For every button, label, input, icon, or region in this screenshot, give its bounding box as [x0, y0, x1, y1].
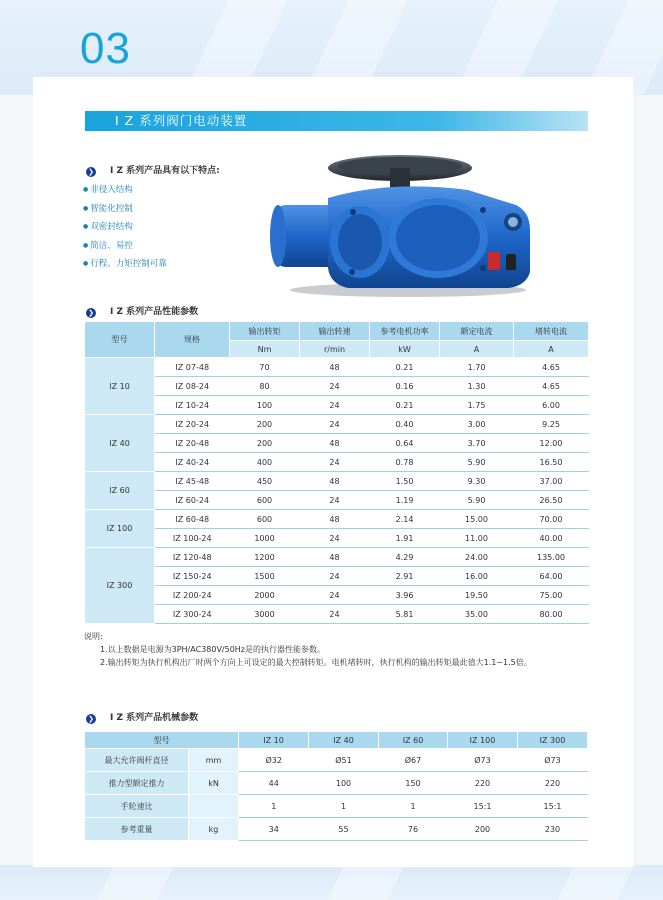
value-cell: 44 — [239, 772, 309, 795]
param-unit: kg — [189, 818, 239, 841]
spec-cell: IZ 300-24 — [155, 605, 230, 624]
table-row — [85, 795, 588, 818]
value-cell: 4.29 — [370, 548, 440, 567]
value-cell: 26.50 — [514, 491, 589, 510]
spec-cell: IZ 150-24 — [155, 567, 230, 586]
value-cell: 11.00 — [440, 529, 514, 548]
value-cell: 6.00 — [514, 396, 589, 415]
model-cell: IZ 40 — [85, 415, 155, 472]
param-label: 推力型额定推力 — [85, 772, 189, 795]
value-cell: 5.90 — [440, 453, 514, 472]
perf-heading — [86, 304, 198, 318]
arrow-right-icon: ❯ — [86, 167, 96, 177]
value-cell: 2.14 — [370, 510, 440, 529]
value-cell: 48 — [300, 434, 370, 453]
value-cell: 24 — [300, 415, 370, 434]
spec-cell: IZ 10-24 — [155, 396, 230, 415]
value-cell: 3000 — [230, 605, 300, 624]
value-cell: 16.00 — [440, 567, 514, 586]
model-cell: IZ 100 — [85, 510, 155, 548]
value-cell: 600 — [230, 491, 300, 510]
list-item: ● 简洁、易控 — [83, 237, 167, 256]
value-cell: 2000 — [230, 586, 300, 605]
note-item: 2.输出转矩为执行机构出厂时两个方向上可设定的最大控制转矩。电机堵转时，执行机构的输出转矩最此值大1.1~1.5倍。 — [100, 658, 532, 667]
value-cell: 24.00 — [440, 548, 514, 567]
value-cell: 450 — [230, 472, 300, 491]
table-row — [85, 529, 589, 548]
value-cell: 150 — [379, 772, 448, 795]
value-cell: 1 — [379, 795, 448, 818]
spec-cell: IZ 08-24 — [155, 377, 230, 396]
table-row — [85, 472, 589, 491]
value-cell: 24 — [300, 605, 370, 624]
value-cell: 0.16 — [370, 377, 440, 396]
value-cell: 24 — [300, 377, 370, 396]
spec-cell: IZ 200-24 — [155, 586, 230, 605]
header-model-col: IZ 300 — [518, 732, 588, 749]
value-cell: 2.91 — [370, 567, 440, 586]
value-cell: Ø73 — [448, 749, 518, 772]
value-cell: 0.64 — [370, 434, 440, 453]
table-row — [85, 749, 588, 772]
value-cell: 1200 — [230, 548, 300, 567]
spec-cell: IZ 60-48 — [155, 510, 230, 529]
value-cell: 9.30 — [440, 472, 514, 491]
value-cell: Ø32 — [239, 749, 309, 772]
value-cell: 1000 — [230, 529, 300, 548]
value-cell: 40.00 — [514, 529, 589, 548]
value-cell: 0.78 — [370, 453, 440, 472]
header-model-col: IZ 40 — [309, 732, 379, 749]
value-cell: 400 — [230, 453, 300, 472]
value-cell: 34 — [239, 818, 309, 841]
table-row — [85, 415, 589, 434]
value-cell: 48 — [300, 358, 370, 377]
spec-cell: IZ 120-48 — [155, 548, 230, 567]
table-row — [85, 510, 589, 529]
list-item: ● 行程、力矩控制可靠 — [83, 255, 167, 274]
header-torque: 输出转矩 — [230, 322, 300, 341]
table-row — [85, 586, 589, 605]
value-cell: 35.00 — [440, 605, 514, 624]
value-cell: 24 — [300, 396, 370, 415]
param-label: 最大允许阀杆直径 — [85, 749, 189, 772]
param-unit — [189, 795, 239, 818]
note-item: 1.以上数据是电源为3PH/AC380V/50Hz是的执行器性能参数。 — [100, 645, 326, 654]
value-cell: 24 — [300, 529, 370, 548]
param-label: 手轮速比 — [85, 795, 189, 818]
value-cell: 200 — [448, 818, 518, 841]
value-cell: 16.50 — [514, 453, 589, 472]
value-cell: 100 — [230, 396, 300, 415]
param-label: 参考重量 — [85, 818, 189, 841]
value-cell: 9.25 — [514, 415, 589, 434]
value-cell: 15.00 — [440, 510, 514, 529]
value-cell: 70 — [230, 358, 300, 377]
header-power: 参考电机功率 — [370, 322, 440, 341]
value-cell: 1.30 — [440, 377, 514, 396]
value-cell: 24 — [300, 453, 370, 472]
value-cell: 1.75 — [440, 396, 514, 415]
spec-cell: IZ 100-24 — [155, 529, 230, 548]
header-model-col: IZ 10 — [239, 732, 309, 749]
value-cell: Ø73 — [518, 749, 588, 772]
value-cell: 4.65 — [514, 377, 589, 396]
section-title-bar: I Z 系列阀门电动装置 — [85, 111, 588, 131]
table-row — [85, 491, 589, 510]
unit-stall: A — [514, 341, 589, 358]
value-cell: 230 — [518, 818, 588, 841]
list-item: ● 非侵入结构 — [83, 181, 167, 200]
model-cell: IZ 60 — [85, 472, 155, 510]
notes-label: 说明: — [84, 632, 103, 641]
value-cell: 5.81 — [370, 605, 440, 624]
actuator-product-image — [268, 150, 548, 300]
list-item: ● 智能化控制 — [83, 200, 167, 219]
header-model: 型号 — [85, 732, 239, 749]
value-cell: 48 — [300, 510, 370, 529]
unit-torque: Nm — [230, 341, 300, 358]
features-heading — [86, 163, 220, 177]
value-cell: 24 — [300, 567, 370, 586]
value-cell: 1 — [309, 795, 379, 818]
model-cell: IZ 300 — [85, 548, 155, 624]
perf-heading-text: I Z 系列产品性能参数 — [110, 307, 199, 317]
value-cell: 0.40 — [370, 415, 440, 434]
table-row — [85, 605, 589, 624]
table-row — [85, 567, 589, 586]
value-cell: 3.70 — [440, 434, 514, 453]
value-cell: 80.00 — [514, 605, 589, 624]
unit-speed: r/min — [300, 341, 370, 358]
param-unit: kN — [189, 772, 239, 795]
value-cell: 15:1 — [448, 795, 518, 818]
value-cell: 0.21 — [370, 396, 440, 415]
spec-cell: IZ 20-48 — [155, 434, 230, 453]
table-row — [85, 377, 589, 396]
value-cell: 24 — [300, 491, 370, 510]
value-cell: 48 — [300, 548, 370, 567]
value-cell: 0.21 — [370, 358, 440, 377]
spec-cell: IZ 20-24 — [155, 415, 230, 434]
value-cell: 1500 — [230, 567, 300, 586]
model-cell: IZ 10 — [85, 358, 155, 415]
param-unit: mm — [189, 749, 239, 772]
spec-cell: IZ 60-24 — [155, 491, 230, 510]
table-row — [85, 396, 589, 415]
value-cell: 37.00 — [514, 472, 589, 491]
features-heading-text: I Z 系列产品具有以下特点: — [110, 166, 220, 176]
value-cell: 5.90 — [440, 491, 514, 510]
header-spec: 规格 — [155, 322, 230, 358]
value-cell: 100 — [309, 772, 379, 795]
list-item: ● 双密封结构 — [83, 218, 167, 237]
table-row — [85, 818, 588, 841]
value-cell: 200 — [230, 434, 300, 453]
value-cell: Ø67 — [379, 749, 448, 772]
value-cell: 75.00 — [514, 586, 589, 605]
value-cell: 19.50 — [440, 586, 514, 605]
mech-heading-text: I Z 系列产品机械参数 — [110, 713, 199, 723]
value-cell: 1.50 — [370, 472, 440, 491]
table-row — [85, 453, 589, 472]
value-cell: 1.91 — [370, 529, 440, 548]
value-cell: 220 — [518, 772, 588, 795]
performance-table — [84, 321, 589, 624]
value-cell: 1.70 — [440, 358, 514, 377]
feature-list — [83, 181, 167, 274]
table-row — [85, 358, 589, 377]
value-cell: 12.00 — [514, 434, 589, 453]
bottom-band — [0, 865, 663, 900]
value-cell: 15:1 — [518, 795, 588, 818]
value-cell: 70.00 — [514, 510, 589, 529]
value-cell: 200 — [230, 415, 300, 434]
unit-current: A — [440, 341, 514, 358]
value-cell: 48 — [300, 472, 370, 491]
header-stall: 堵转电流 — [514, 322, 589, 341]
value-cell: 600 — [230, 510, 300, 529]
header-model: 型号 — [85, 322, 155, 358]
spec-cell: IZ 45-48 — [155, 472, 230, 491]
table-row — [85, 772, 588, 795]
value-cell: 4.65 — [514, 358, 589, 377]
spec-cell: IZ 40-24 — [155, 453, 230, 472]
notes — [84, 630, 532, 669]
page-number: 03 — [80, 24, 131, 73]
value-cell: 135.00 — [514, 548, 589, 567]
spec-cell: IZ 07-48 — [155, 358, 230, 377]
mech-heading — [86, 710, 198, 724]
value-cell: 80 — [230, 377, 300, 396]
value-cell: 1.19 — [370, 491, 440, 510]
header-model-col: IZ 100 — [448, 732, 518, 749]
value-cell: 3.96 — [370, 586, 440, 605]
value-cell: Ø51 — [309, 749, 379, 772]
unit-power: kW — [370, 341, 440, 358]
header-speed: 输出转速 — [300, 322, 370, 341]
arrow-right-icon: ❯ — [86, 308, 96, 318]
header-model-col: IZ 60 — [379, 732, 448, 749]
value-cell: 1 — [239, 795, 309, 818]
value-cell: 3.00 — [440, 415, 514, 434]
mechanical-table — [84, 731, 588, 841]
table-header-row — [85, 322, 589, 341]
value-cell: 55 — [309, 818, 379, 841]
value-cell: 220 — [448, 772, 518, 795]
header-current: 额定电流 — [440, 322, 514, 341]
value-cell: 24 — [300, 586, 370, 605]
table-row — [85, 548, 589, 567]
value-cell: 76 — [379, 818, 448, 841]
table-header-row — [85, 732, 588, 749]
arrow-right-icon: ❯ — [86, 714, 96, 724]
value-cell: 64.00 — [514, 567, 589, 586]
table-row — [85, 434, 589, 453]
